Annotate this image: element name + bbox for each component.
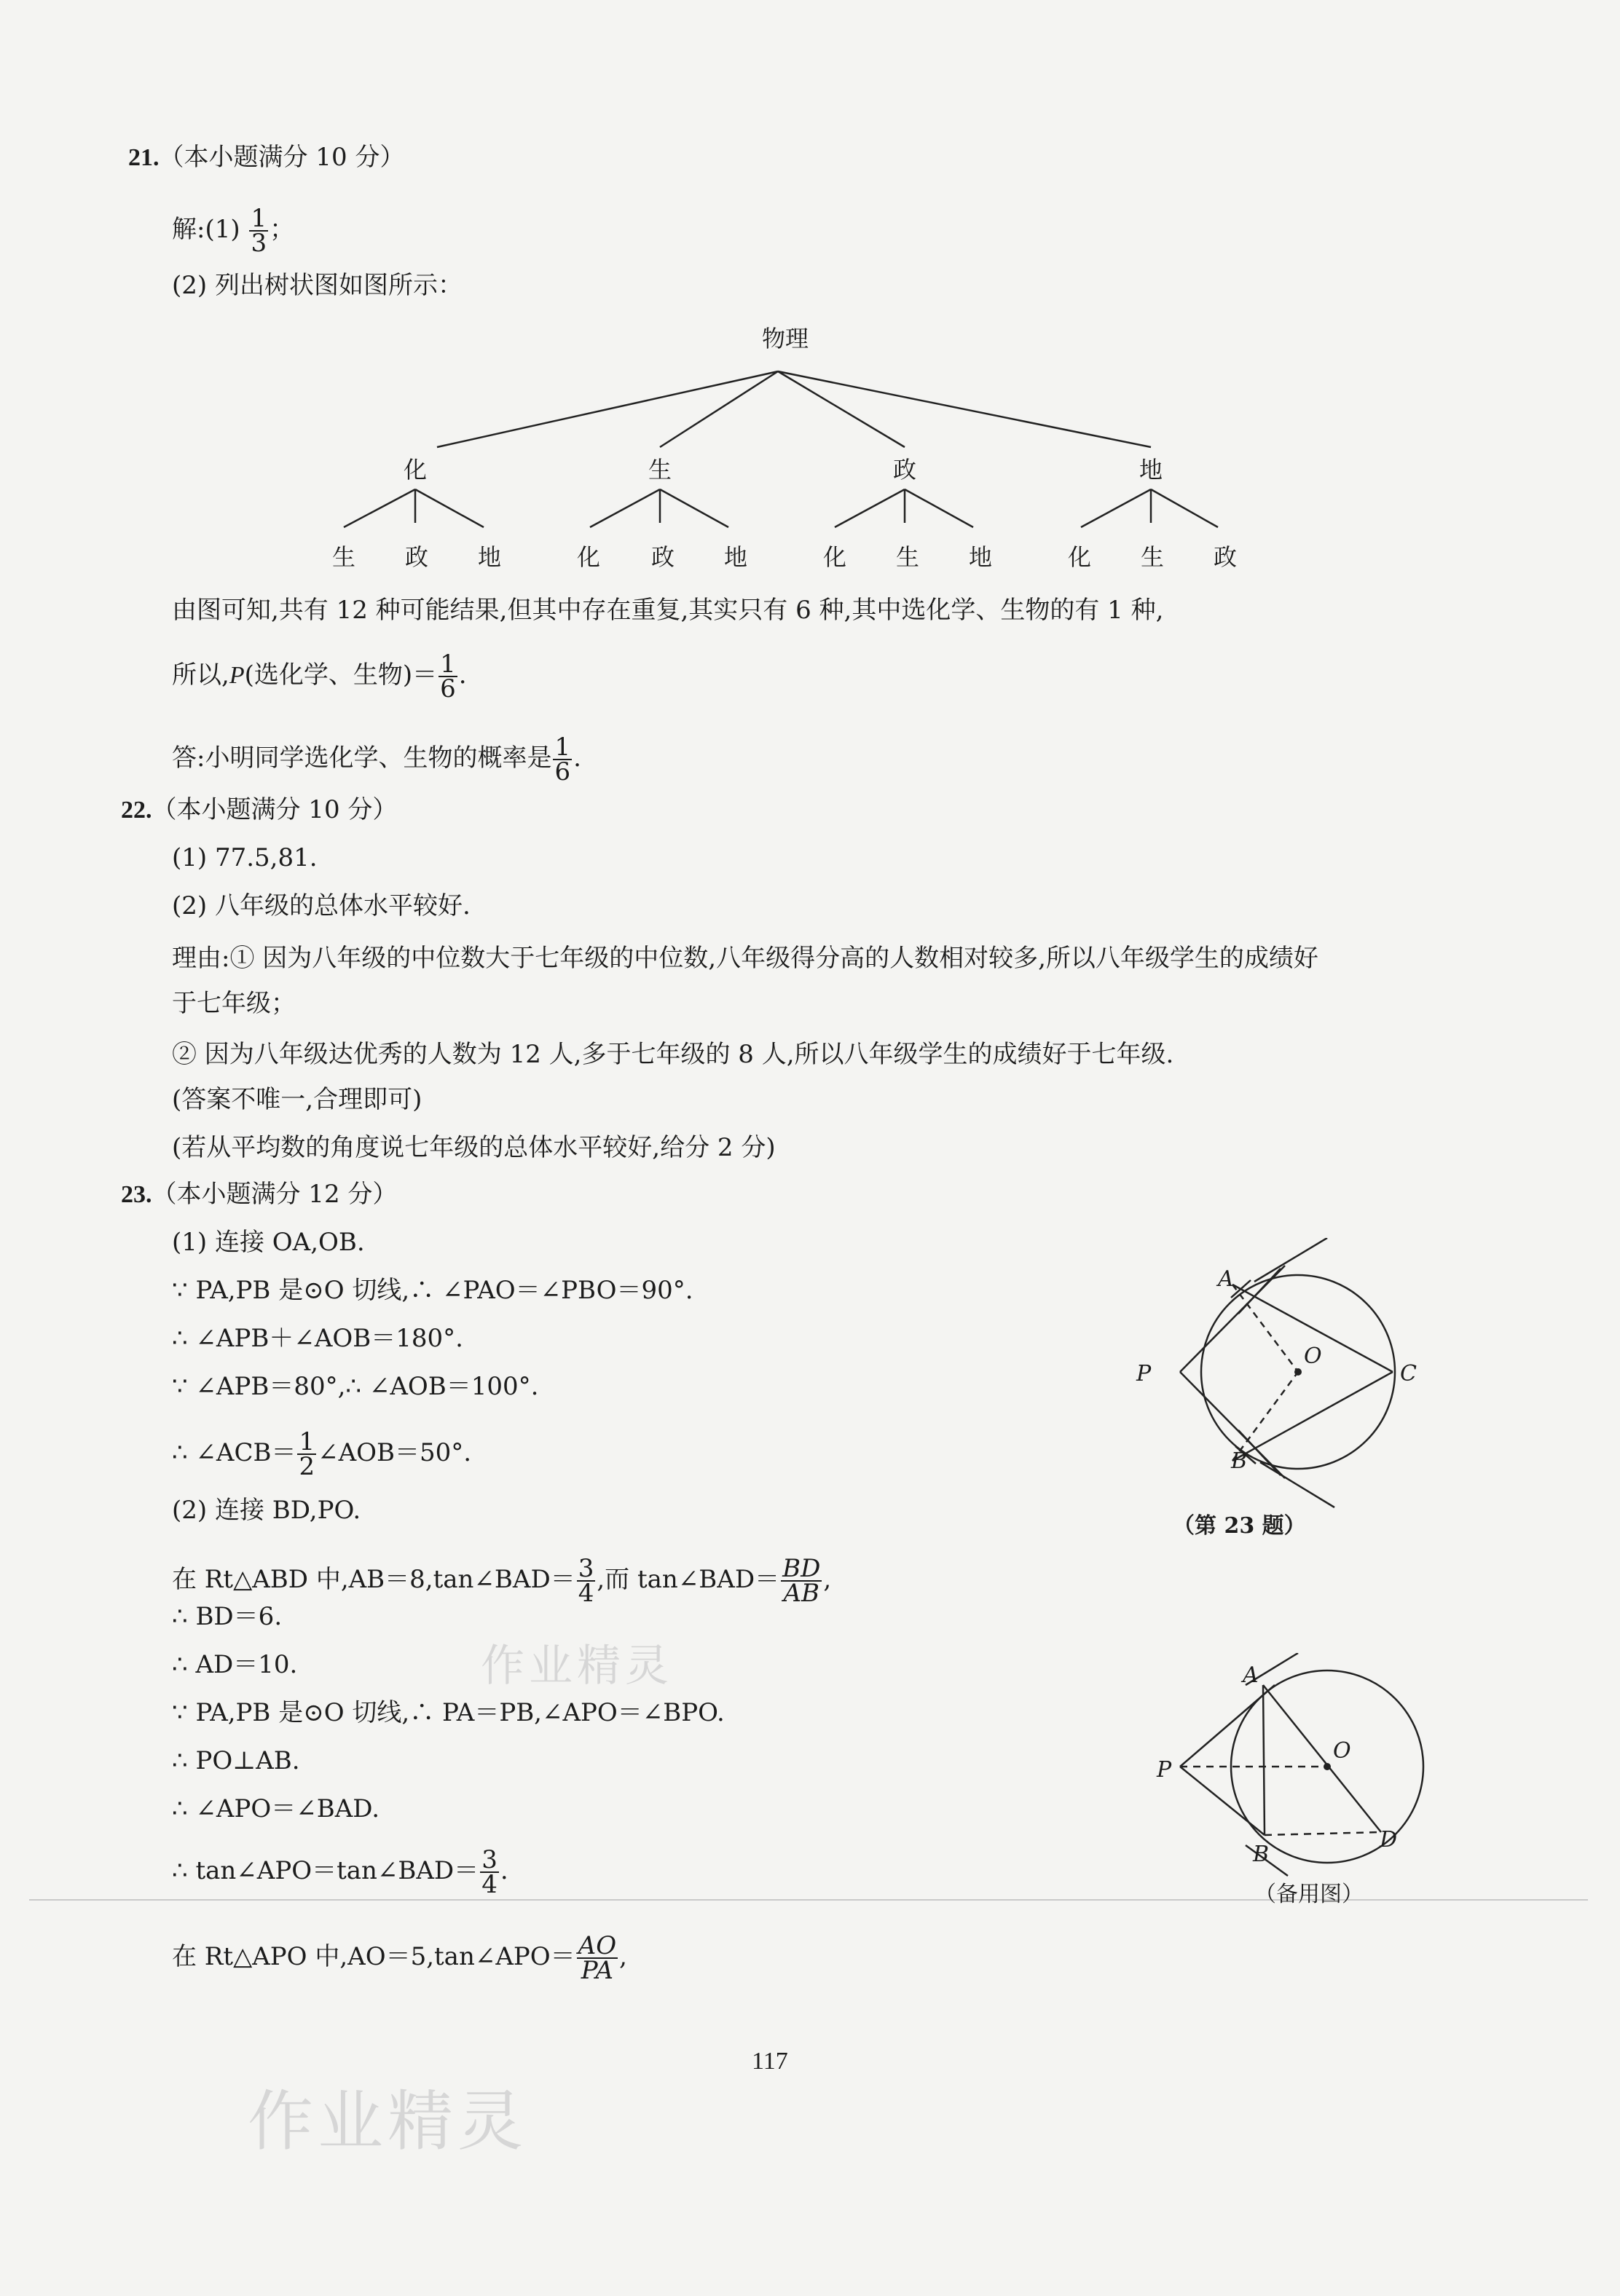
tree-leaf: 化 bbox=[822, 543, 847, 571]
fraction: $\frac{1}{6}$ bbox=[440, 650, 456, 703]
point-A: A bbox=[1218, 1266, 1234, 1292]
point-O: O bbox=[1333, 1738, 1351, 1764]
q23-acb-line: ∴ ∠ACB＝ $\frac{1}{2}$ ∠AOB＝50°. bbox=[172, 1427, 472, 1481]
q21-answer-5: 答:小明同学选化学、生物的概率是 $\frac{1}{6}$ . bbox=[172, 733, 581, 786]
q23-apo-line: 在 Rt△APO 中,AO＝5,tan∠APO＝ $\frac{AO}{PA}$ , bbox=[172, 1931, 627, 1985]
point-C: C bbox=[1400, 1361, 1417, 1386]
q22-line: ② 因为八年级达优秀的人数为 12 人,多于七年级的 8 人,所以八年级学生的成绩好于七年级. bbox=[172, 1040, 1174, 1069]
q21-answer-4: 所以,P(选化学、生物)＝ $\frac{1}{6}$ . bbox=[172, 650, 467, 703]
point-P: P bbox=[1136, 1361, 1152, 1386]
fraction: $\frac{BD}{AB}$ bbox=[782, 1554, 821, 1608]
fraction: $\frac{3}{4}$ bbox=[481, 1845, 498, 1899]
q22-line: 理由:① 因为八年级的中位数大于七年级的中位数,八年级得分高的人数相对较多,所以八年级学生的成绩好 bbox=[172, 944, 1318, 973]
q23-line: ∴ BD＝6. bbox=[172, 1602, 283, 1631]
page-number: 117 bbox=[752, 2048, 788, 2075]
q23-tan-line: ∴ tan∠APO＝tan∠BAD＝ $\frac{3}{4}$ . bbox=[172, 1845, 508, 1899]
q23-score: （本小题满分 12 分） bbox=[152, 1180, 398, 1209]
point-P: P bbox=[1157, 1757, 1172, 1783]
tree-leaf: 地 bbox=[477, 543, 502, 571]
fraction: $\frac{1}{6}$ bbox=[554, 733, 571, 786]
q22-line: (答案不唯一,合理即可) bbox=[172, 1085, 422, 1114]
tree-branch: 地 bbox=[1139, 456, 1163, 484]
fraction: $\frac{3}{4}$ bbox=[578, 1554, 594, 1608]
fraction: $\frac{AO}{PA}$ bbox=[578, 1931, 617, 1985]
tree-leaf: 政 bbox=[650, 543, 675, 571]
fraction: $\frac{1}{3}$ bbox=[251, 204, 267, 258]
figure-23-caption: （第 23 题） bbox=[1173, 1513, 1306, 1539]
tree-leaf: 化 bbox=[1067, 543, 1092, 571]
q23-line: ∴ AD＝10. bbox=[172, 1650, 298, 1679]
tree-leaf: 生 bbox=[331, 543, 356, 571]
figure-23 bbox=[1107, 1238, 1471, 1515]
q22-number: 22. bbox=[121, 797, 152, 824]
q23-line: ∴ ∠APO＝∠BAD. bbox=[172, 1794, 380, 1823]
point-B: B bbox=[1231, 1448, 1248, 1474]
tree-leaf: 生 bbox=[1140, 543, 1165, 571]
tree-leaf: 生 bbox=[895, 543, 920, 571]
tree-root: 物理 bbox=[761, 325, 809, 352]
q23-part2: (2) 连接 BD,PO. bbox=[172, 1496, 361, 1525]
tree-leaf: 地 bbox=[968, 543, 993, 571]
q22-header bbox=[121, 795, 397, 825]
q22-line: (2) 八年级的总体水平较好. bbox=[172, 891, 471, 920]
figure-backup-caption: （备用图） bbox=[1254, 1882, 1364, 1907]
tree-branch: 政 bbox=[892, 456, 917, 484]
q23-line: (1) 连接 OA,OB. bbox=[172, 1228, 365, 1257]
point-O: O bbox=[1304, 1344, 1322, 1369]
q21-answer-2: (2) 列出树状图如图所示： bbox=[172, 271, 463, 300]
q22-line: 于七年级； bbox=[172, 989, 296, 1018]
tree-branch: 化 bbox=[403, 456, 428, 484]
q23-line: ∵ PA,PB 是⊙O 切线,∴ PA＝PB,∠APO＝∠BPO. bbox=[172, 1698, 725, 1727]
q21-score: （本小题满分 10 分） bbox=[159, 143, 405, 172]
tree-leaf: 化 bbox=[576, 543, 601, 571]
point-A: A bbox=[1243, 1662, 1259, 1688]
tree-branch: 生 bbox=[648, 456, 672, 484]
q22-line: (若从平均数的角度说七年级的总体水平较好,给分 2 分) bbox=[172, 1133, 776, 1162]
q22-line: (1) 77.5,81. bbox=[172, 843, 318, 872]
q23-rt-line: 在 Rt△ABD 中,AB＝8,tan∠BAD＝ $\frac{3}{4}$ ,而 tan∠BAD＝ $\frac{BD}{AB}$ , bbox=[172, 1554, 832, 1608]
q21-answer-1: 解:(1) $\frac{1}{3}$ ； bbox=[172, 204, 295, 258]
q21-number: 21. bbox=[128, 144, 160, 171]
point-B: B bbox=[1253, 1842, 1270, 1867]
tree-diagram bbox=[0, 0, 1620, 597]
q23-number: 23. bbox=[121, 1181, 152, 1208]
q23-line: ∵ PA,PB 是⊙O 切线,∴ ∠PAO＝∠PBO＝90°. bbox=[172, 1276, 693, 1305]
fraction: $\frac{1}{2}$ bbox=[299, 1427, 315, 1481]
q23-line: ∵ ∠APB＝80°,∴ ∠AOB＝100°. bbox=[172, 1372, 539, 1401]
tree-leaf: 政 bbox=[404, 543, 429, 571]
tree-leaf: 地 bbox=[723, 543, 748, 571]
point-D: D bbox=[1380, 1827, 1398, 1853]
watermark-text: 作业精灵 bbox=[481, 1641, 673, 1692]
watermark-text: 作业精灵 bbox=[248, 2083, 527, 2160]
figure-backup bbox=[1136, 1653, 1471, 1886]
q23-line: ∴ ∠APB＋∠AOB＝180°. bbox=[172, 1324, 463, 1353]
q21-answer-3: 由图可知,共有 12 种可能结果,但其中存在重复,其实只有 6 种,其中选化学、生物的有 1 种, bbox=[172, 596, 1164, 625]
q23-header bbox=[121, 1180, 397, 1210]
tree-leaf: 政 bbox=[1213, 543, 1238, 571]
q23-line: ∴ PO⊥AB. bbox=[172, 1746, 300, 1775]
q22-score: （本小题满分 10 分） bbox=[152, 795, 398, 824]
